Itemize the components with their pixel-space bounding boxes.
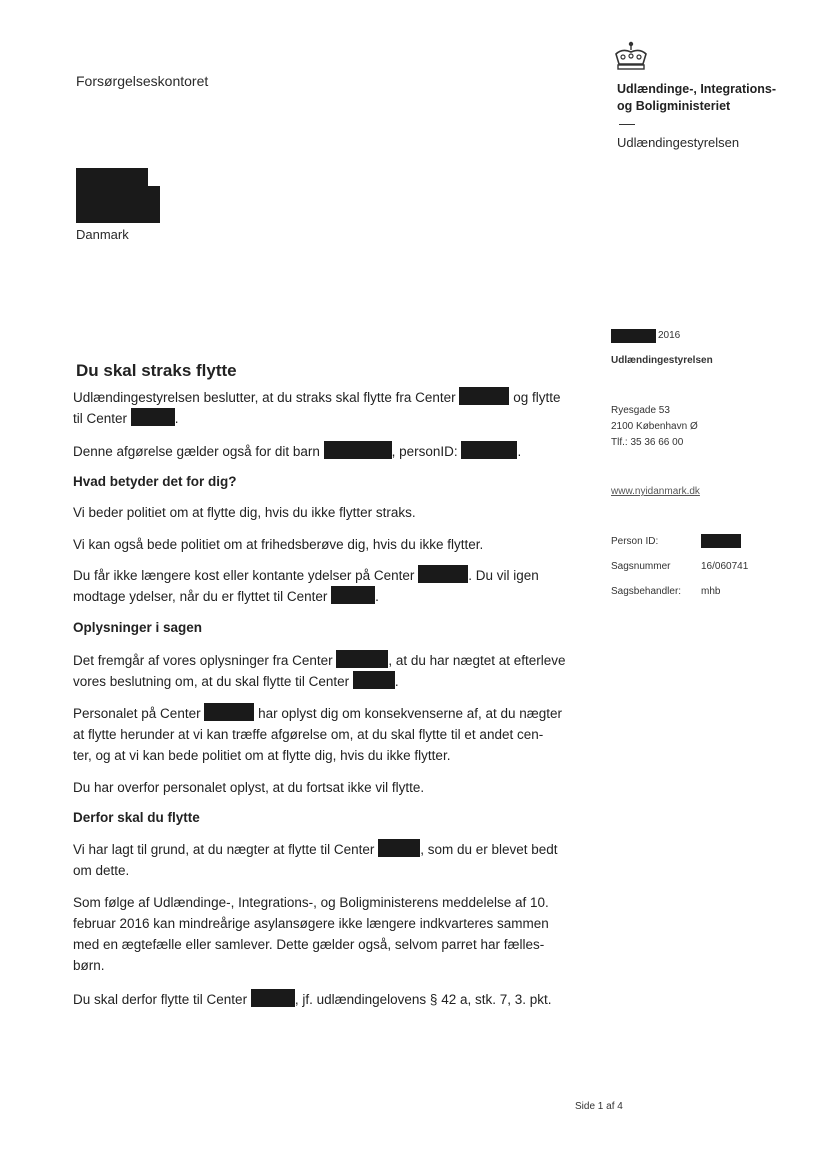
website-link[interactable]: www.nyidanmark.dk [611, 486, 700, 497]
redacted-text [131, 408, 175, 426]
paragraph: Som følge af Udlændinge-, Integrations-, og Boligministerens meddelelse af 10. februar 2016 kan mindreårige asylansøgere ikke længere indkvarteres sammen med en ægtefælle eller samlever. Dette gælder også, selvom parret har fælles- børn. [73, 895, 549, 973]
department-name: Forsørgelseskontoret [76, 73, 209, 89]
phone-number: Tlf.: 35 36 66 00 [611, 437, 684, 448]
redacted-person-id [701, 534, 741, 548]
paragraph: Udlændingestyrelsen beslutter, at du straks skal flytte fra Center og flytte til Center . [73, 387, 593, 429]
paragraph: Du får ikke længere kost eller kontante ydelser på Center . Du vil igen modtage ydelser, når du er flyttet til Center . [73, 565, 593, 607]
date-year: 2016 [658, 330, 681, 341]
redacted-text [459, 387, 509, 405]
redacted-text [331, 586, 375, 604]
redacted-text [336, 650, 388, 668]
agency-name: Udlændingestyrelsen [617, 135, 740, 150]
redacted-text [251, 989, 295, 1007]
crown-logo-icon [612, 40, 650, 74]
redacted-text [418, 565, 468, 583]
case-number-label: Sagsnummer [611, 561, 671, 572]
ministry-name-line2: og Boligministeriet [617, 99, 731, 113]
address-city: 2100 København Ø [611, 421, 698, 432]
divider [619, 124, 635, 125]
redacted-text [324, 441, 392, 459]
person-id-label: Person ID: [611, 536, 659, 547]
letter-title: Du skal straks flytte [76, 361, 237, 380]
case-number-value: 16/060741 [701, 561, 749, 572]
section-heading: Derfor skal du flytte [73, 810, 200, 825]
paragraph: Det fremgår af vores oplysninger fra Center , at du har nægtet at efterleve vores beslutning om, at du skal flytte til Center . [73, 650, 593, 692]
paragraph: Denne afgørelse gælder også for dit barn , personID: . [73, 441, 593, 462]
page-number: Side 1 af 4 [575, 1101, 623, 1112]
case-officer-value: mhb [701, 586, 721, 597]
paragraph: Du skal derfor flytte til Center , jf. udlændingelovens § 42 a, stk. 7, 3. pkt. [73, 989, 593, 1010]
paragraph: Personalet på Center har oplyst dig om konsekvenserne af, at du nægter at flytte herunder at vi kan træffe afgørelse om, at du skal flytte til et andet cen- ter, og at vi kan bede politiet om at flytte dig, hvis du ikke flytter. [73, 703, 593, 766]
redacted-text [461, 441, 517, 459]
recipient-country: Danmark [76, 227, 129, 242]
redacted-address [76, 168, 148, 188]
ministry-name-line1: Udlændinge-, Integrations- [617, 82, 777, 96]
section-heading: Hvad betyder det for dig? [73, 474, 237, 489]
address-street: Ryesgade 53 [611, 405, 670, 416]
redacted-text [353, 671, 395, 689]
sidebar-agency: Udlændingestyrelsen [611, 355, 713, 366]
section-heading: Oplysninger i sagen [73, 620, 203, 635]
paragraph: Vi beder politiet om at flytte dig, hvis du ikke flytter straks. [73, 505, 416, 520]
redacted-address [76, 186, 160, 223]
paragraph: Du har overfor personalet oplyst, at du fortsat ikke vil flytte. [73, 780, 425, 795]
paragraph: Vi har lagt til grund, at du nægter at flytte til Center , som du er blevet bedt om dette. [73, 839, 593, 881]
case-officer-label: Sagsbehandler: [611, 586, 682, 597]
redacted-text [378, 839, 420, 857]
redacted-text [204, 703, 254, 721]
paragraph: Vi kan også bede politiet om at frihedsberøve dig, hvis du ikke flytter. [73, 537, 484, 552]
redacted-date [611, 329, 656, 343]
